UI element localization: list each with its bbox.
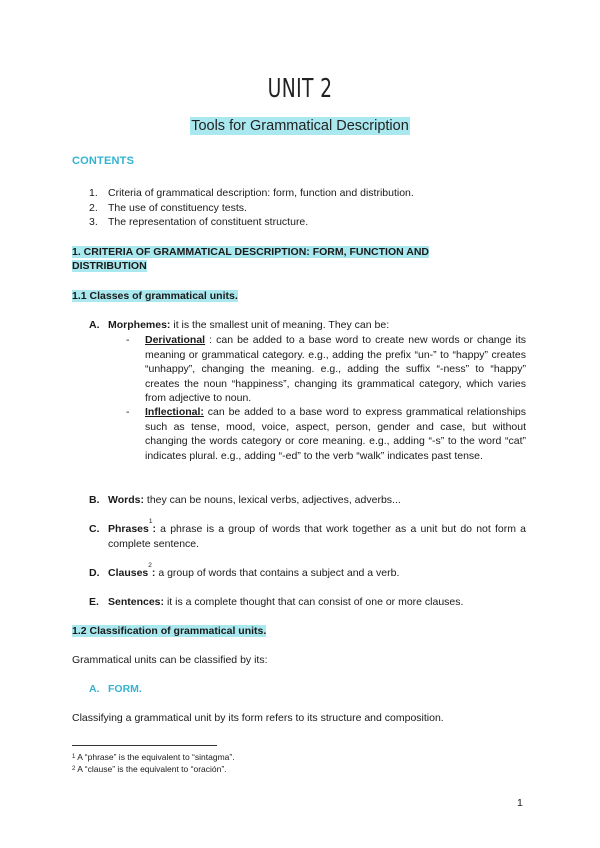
toc-item bbox=[89, 201, 509, 216]
subsection-1-2-heading bbox=[72, 625, 266, 637]
footnote-ref: 1 bbox=[148, 518, 153, 525]
footnote-number: 1 bbox=[72, 754, 76, 760]
list-item-morphemes bbox=[89, 318, 526, 333]
form-description: Classifying a grammatical unit by its form refers to its structure and composition. bbox=[72, 712, 444, 724]
toc-item bbox=[89, 186, 509, 201]
section-1-heading-line2: DISTRIBUTION bbox=[72, 260, 147, 272]
inflectional-text: can be added to a base word to express grammatical relationships such as tense, mood, voice, aspect, person, gender and case, but without changing the words category or core meaning. e.g., adding “-s” to the word “cat” indicates plural. e.g., adding “-ed” to the verb “walk” indicates past tense. bbox=[145, 406, 526, 462]
footnote-text: A “clause” is the equivalent to “oración”. bbox=[75, 764, 227, 774]
page-number: 1 bbox=[517, 797, 523, 809]
footnote-2 bbox=[72, 764, 227, 775]
footnote-1 bbox=[72, 752, 235, 763]
table-of-contents bbox=[89, 186, 509, 230]
derivational-text: : can be added to a base word to create new words or change its meaning or grammatical category. e.g., adding the prefix “un-” to “happy” creates “unhappy”, changing the meaning. e.g., adding the suffix “-ness” to “happy” creates the noun “happiness”, changing its grammatical category, which varies from adjective to noun. bbox=[145, 334, 526, 404]
page-title: UNIT 2 bbox=[267, 74, 333, 104]
list-item-clauses bbox=[89, 562, 526, 581]
term-inflectional: Inflectional: bbox=[145, 406, 204, 418]
sublist-item-derivational bbox=[126, 333, 526, 406]
form-heading bbox=[89, 683, 142, 695]
list-letter: E. bbox=[89, 596, 99, 608]
clauses-text: a group of words that contains a subject and a verb. bbox=[155, 567, 400, 579]
form-label: FORM. bbox=[108, 683, 142, 695]
morphemes-text: it is the smallest unit of meaning. They can be: bbox=[170, 319, 390, 331]
list-letter: C. bbox=[89, 523, 100, 535]
toc-number: 2. bbox=[89, 201, 98, 214]
term-colon: : bbox=[151, 567, 156, 579]
words-text: they can be nouns, lexical verbs, adjectives, adverbs... bbox=[143, 494, 401, 506]
term-colon: : bbox=[152, 523, 156, 535]
list-item-phrases bbox=[89, 518, 526, 551]
toc-text: The representation of constituent structure. bbox=[108, 216, 309, 228]
term-clauses: Clauses bbox=[108, 567, 149, 579]
footnote-number: 2 bbox=[72, 766, 76, 772]
toc-number: 3. bbox=[89, 216, 98, 228]
footnote-divider bbox=[72, 745, 217, 746]
footnote-ref: 2 bbox=[148, 562, 152, 569]
list-letter: A. bbox=[89, 683, 100, 695]
page-subtitle: Tools for Grammatical Description bbox=[191, 118, 409, 134]
list-letter: A. bbox=[89, 319, 100, 331]
phrases-text: a phrase is a group of words that work together as a unit but do not form a complete sentence. bbox=[108, 523, 526, 550]
classification-intro: Grammatical units can be classified by its: bbox=[72, 654, 268, 666]
sublist-item-inflectional bbox=[126, 405, 526, 463]
sentences-text: it is a complete thought that can consist of one or more clauses. bbox=[164, 596, 464, 608]
toc-number: 1. bbox=[89, 187, 98, 199]
list-item-sentences bbox=[89, 595, 526, 610]
list-dash: - bbox=[126, 334, 130, 346]
subsection-1-2-heading-text: 1.2 Classification of grammatical units. bbox=[72, 625, 267, 637]
subsection-1-1-heading-text: 1.1 Classes of grammatical units. bbox=[72, 290, 238, 302]
term-sentences: Sentences: bbox=[108, 596, 165, 608]
term-phrases: Phrases bbox=[108, 523, 149, 535]
term-morphemes: Morphemes: bbox=[108, 319, 171, 331]
list-letter: D. bbox=[89, 567, 100, 579]
list-item-words bbox=[89, 493, 526, 508]
term-derivational: Derivational bbox=[145, 334, 206, 346]
toc-item bbox=[89, 215, 509, 230]
subsection-1-1-heading bbox=[72, 290, 238, 302]
toc-text: The use of constituency tests. bbox=[108, 201, 247, 214]
footnote-text: A “phrase” is the equivalent to “sintagma”. bbox=[75, 752, 235, 762]
list-dash: - bbox=[126, 406, 130, 418]
list-letter: B. bbox=[89, 494, 100, 506]
section-1-heading-line1: 1. CRITERIA OF GRAMMATICAL DESCRIPTION: FORM, FUNCTION AND bbox=[72, 246, 429, 258]
toc-text: Criteria of grammatical description: form, function and distribution. bbox=[108, 187, 414, 199]
term-words: Words: bbox=[108, 494, 144, 506]
contents-heading: CONTENTS bbox=[72, 155, 135, 167]
subtitle-container bbox=[0, 117, 600, 135]
section-1-heading bbox=[72, 245, 472, 273]
